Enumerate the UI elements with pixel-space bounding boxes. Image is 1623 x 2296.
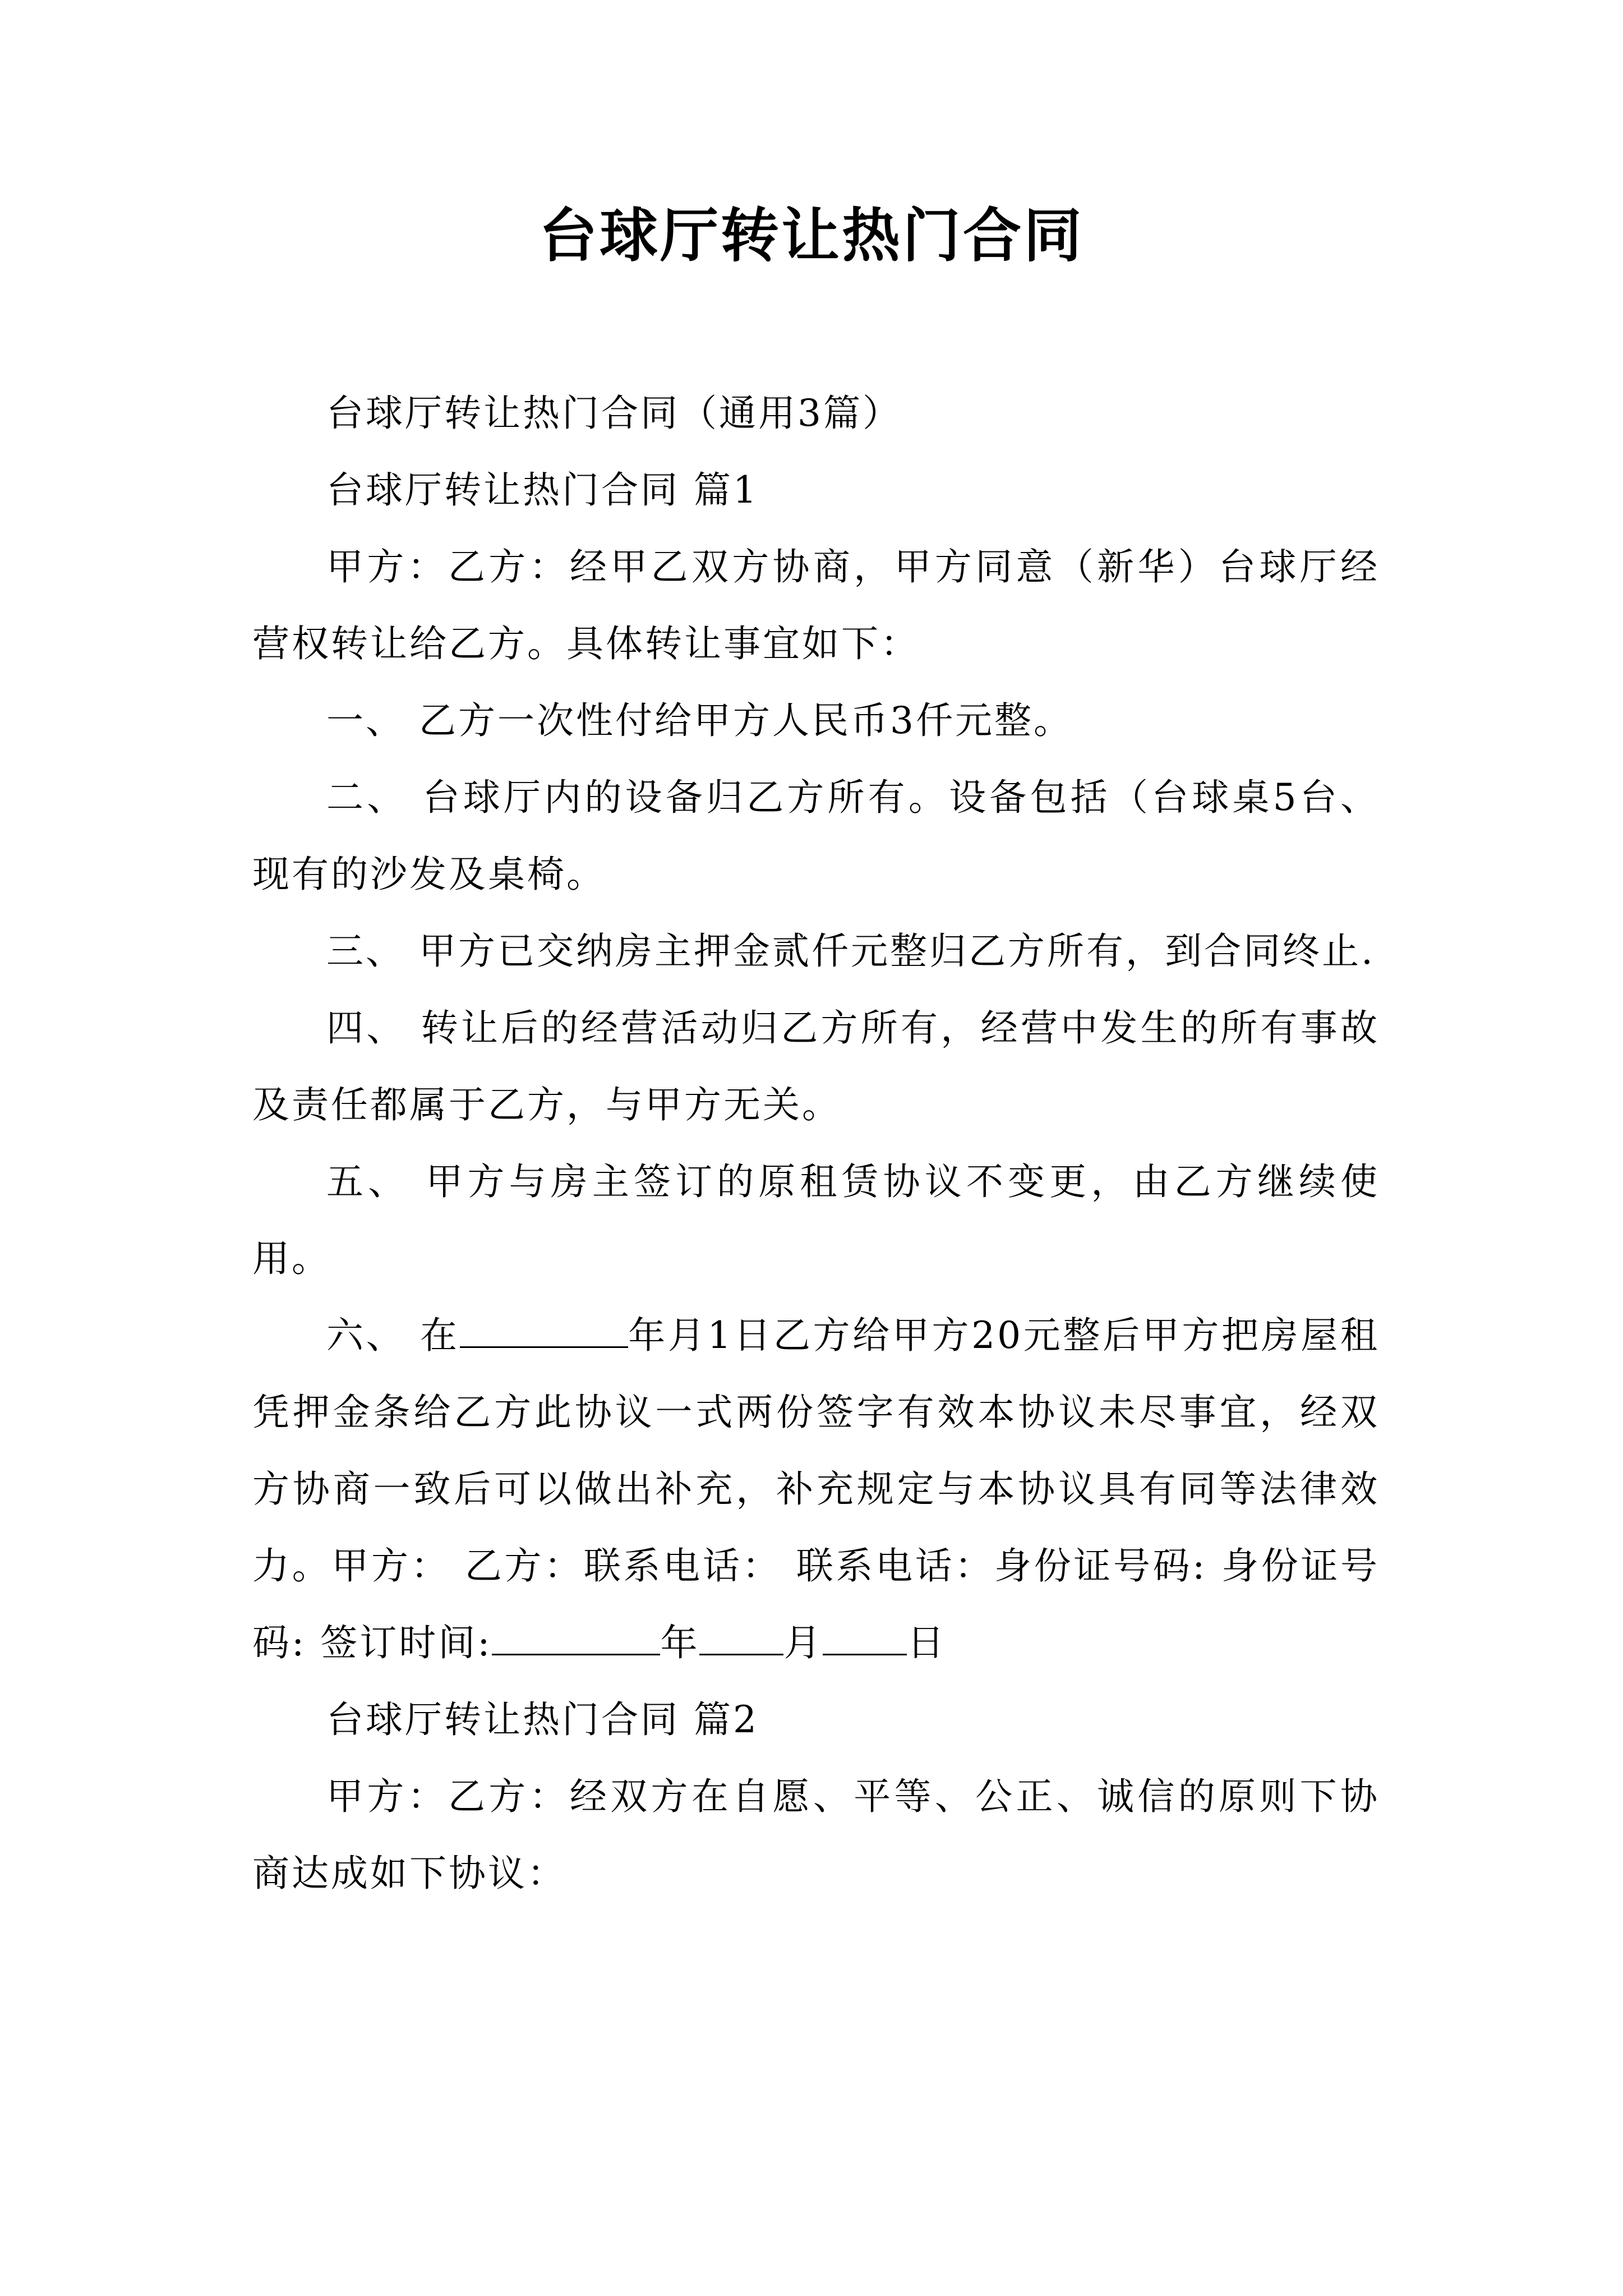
document-body — [252, 375, 1380, 1912]
year-label: 年 — [660, 1621, 700, 1664]
part2-heading: 台球厅转让热门合同 篇2 — [326, 1698, 759, 1741]
clause-6-start: 六、 在 — [326, 1314, 460, 1357]
part2-intro: 甲方：乙方：经双方在自愿、平等、公正、诚信的原则下协商达成如下协议： — [252, 1775, 1380, 1895]
part1-heading: 台球厅转让热门合同 篇1 — [326, 468, 759, 512]
clause-6 — [252, 1297, 1380, 1681]
clause-2: 二、 台球厅内的设备归乙方所有。设备包括（台球桌5台、现有的沙发及桌椅。 — [252, 776, 1380, 896]
day-label: 日 — [907, 1621, 947, 1664]
clause-5: 五、 甲方与房主签订的原租赁协议不变更，由乙方继续使用。 — [252, 1160, 1380, 1280]
document-subtitle: 台球厅转让热门合同（通用3篇） — [326, 392, 902, 435]
clause-1: 一、 乙方一次性付给甲方人民币3仟元整。 — [326, 699, 1073, 742]
document-title: 台球厅转让热门合同 — [538, 201, 1084, 270]
month-label: 月 — [783, 1621, 823, 1664]
day-blank — [823, 1618, 907, 1655]
clause-4: 四、 转让后的经营活动归乙方所有，经营中发生的所有事故及责任都属于乙方，与甲方无关。 — [252, 1006, 1380, 1126]
year-blank — [492, 1618, 660, 1655]
part1-intro: 甲方：乙方：经甲乙双方协商，甲方同意（新华）台球厅经营权转让给乙方。具体转让事宜如下： — [252, 545, 1380, 665]
clause-3: 三、 甲方已交纳房主押金贰仟元整归乙方所有，到合同终止. — [326, 930, 1375, 973]
month-blank — [699, 1618, 783, 1655]
clause-6-text: 年月1日乙方给甲方20元整后甲方把房屋租凭押金条给乙方此协议一式两份签字有效本协议未尽事宜，经双方协商一致后可以做出补充，补充规定与本协议具有同等法律效力。甲方： 乙方：联系电话： 联系电话：身份证号码: 身份证号码: 签订时间: — [252, 1314, 1380, 1664]
date-blank — [460, 1311, 628, 1348]
